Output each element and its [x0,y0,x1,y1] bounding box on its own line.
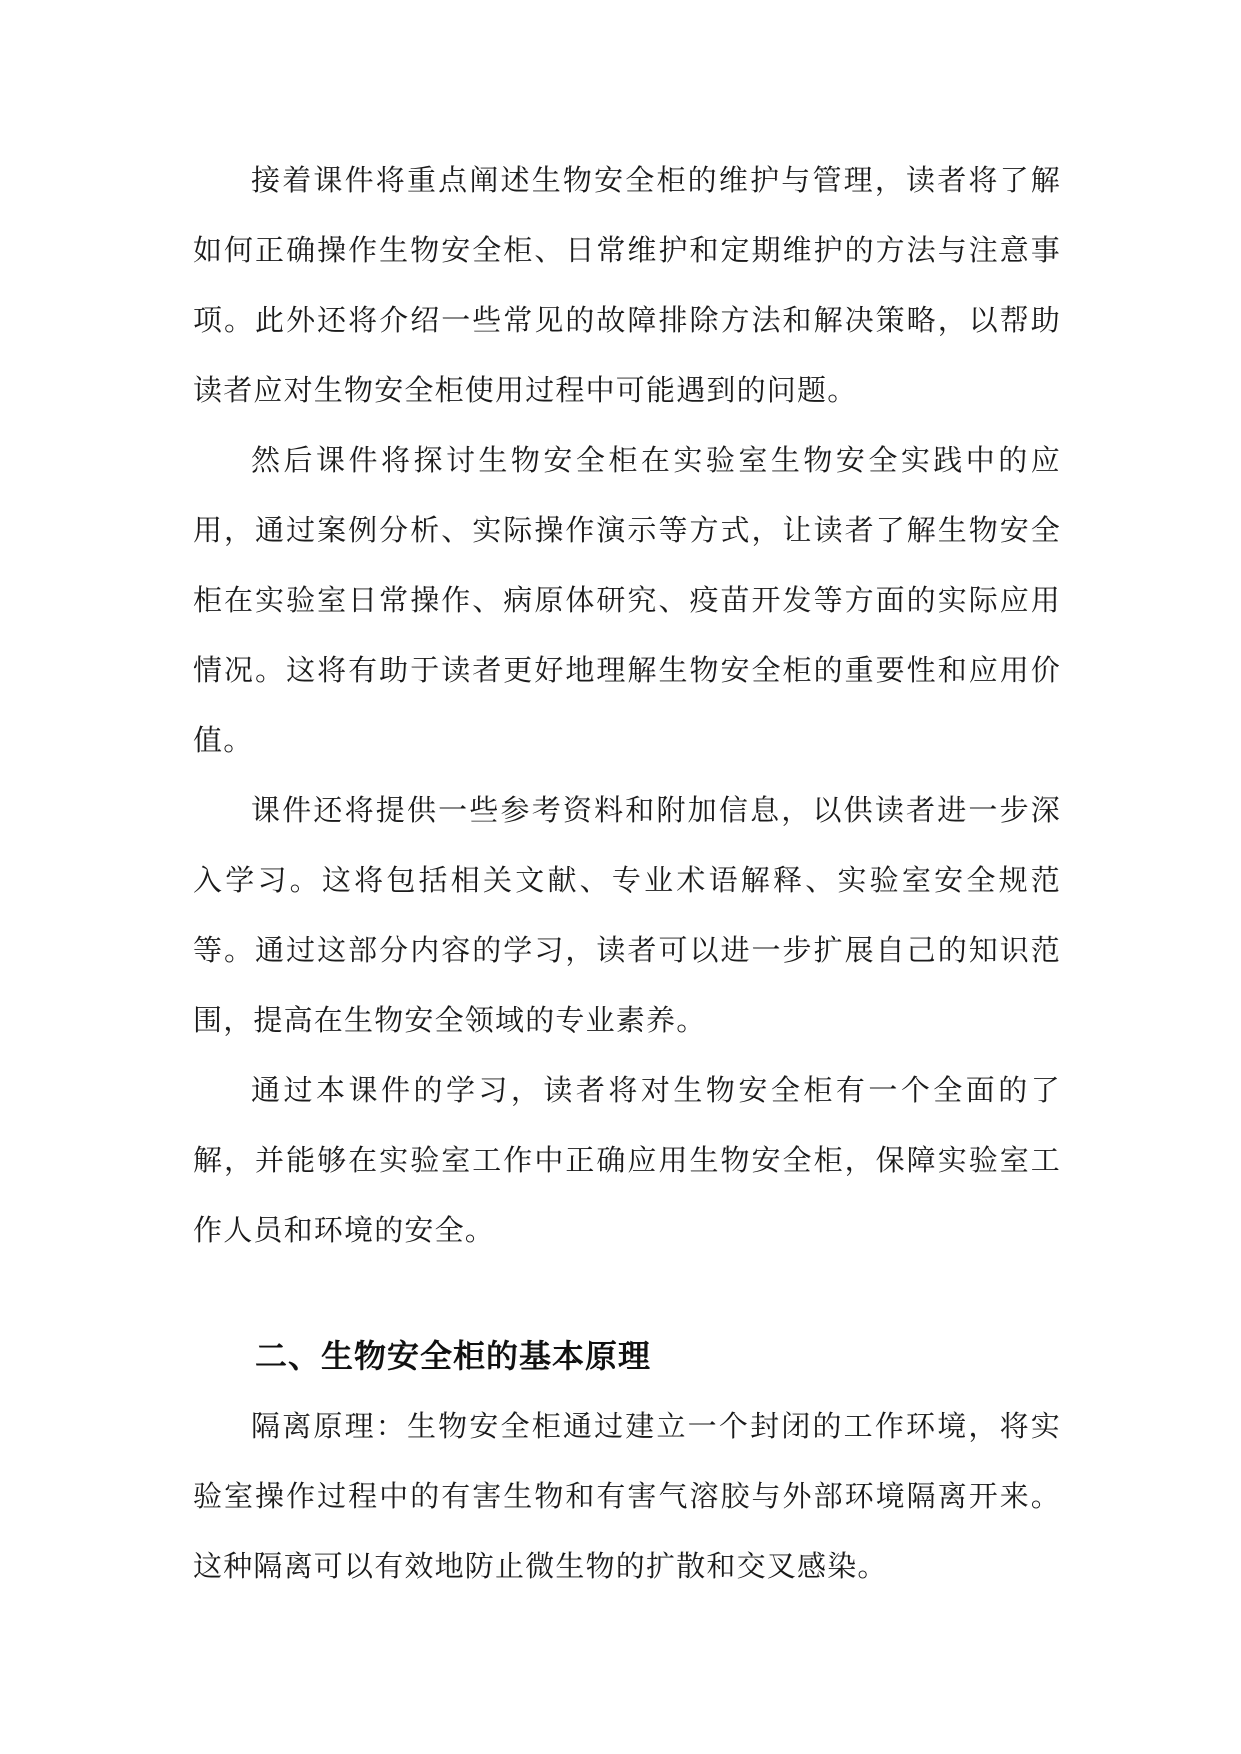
paragraph-isolation-principle: 隔离原理：生物安全柜通过建立一个封闭的工作环境，将实验室操作过程中的有害生物和有害气溶胶与外部环境隔离开来。这种隔离可以有效地防止微生物的扩散和交叉感染。 [193,1409,1061,1583]
document-body [193,145,1061,1601]
section-heading: 二、生物安全柜的基本原理 [255,1337,652,1375]
paragraph-summary: 通过本课件的学习，读者将对生物安全柜有一个全面的了解，并能够在实验室工作中正确应用生物安全柜，保障实验室工作人员和环境的安全。 [193,1073,1061,1247]
paragraph-application: 然后课件将探讨生物安全柜在实验室生物安全实践中的应用，通过案例分析、实际操作演示等方式，让读者了解生物安全柜在实验室日常操作、病原体研究、疫苗开发等方面的实际应用情况。这将有助于读者更好地理解生物安全柜的重要性和应用价值。 [193,443,1061,757]
paragraph-maintenance: 接着课件将重点阐述生物安全柜的维护与管理，读者将了解如何正确操作生物安全柜、日常维护和定期维护的方法与注意事项。此外还将介绍一些常见的故障排除方法和解决策略，以帮助读者应对生物安全柜使用过程中可能遇到的问题。 [193,163,1061,407]
paragraph-references: 课件还将提供一些参考资料和附加信息，以供读者进一步深入学习。这将包括相关文献、专业术语解释、实验室安全规范等。通过这部分内容的学习，读者可以进一步扩展自己的知识范围，提高在生物安全领域的专业素养。 [193,793,1061,1037]
